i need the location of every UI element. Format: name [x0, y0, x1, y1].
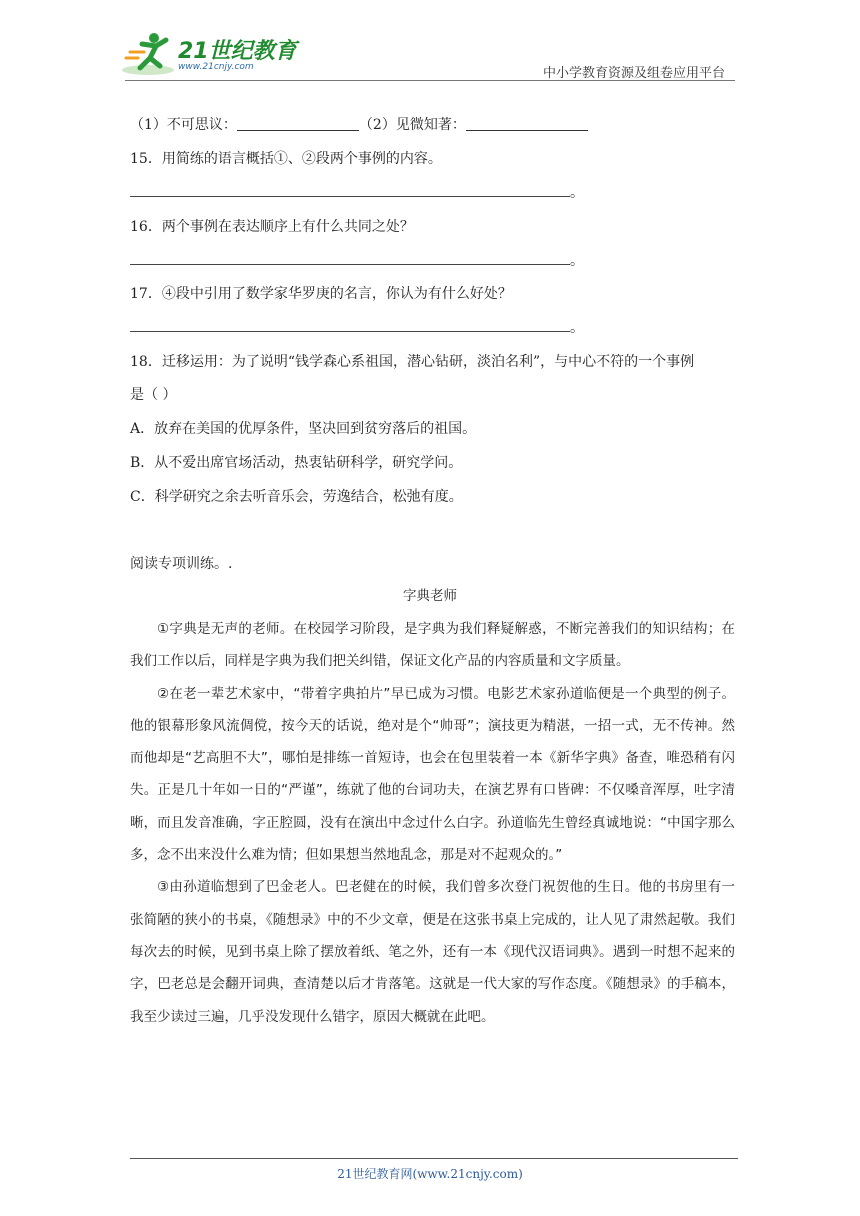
q17-period: 。 [570, 320, 584, 336]
logo-text: 21世纪教育 [178, 39, 297, 64]
footer-text[interactable]: 21世纪教育网(www.21cnjy.com) [337, 1167, 523, 1181]
question-17: 17．④段中引用了数学家华罗庚的名言，你认为有什么好处？ [130, 286, 512, 302]
option-c[interactable]: C．科学研究之余去听音乐会，劳逸结合，松弛有度。 [130, 489, 463, 505]
header-divider [125, 80, 735, 81]
paragraph-1: ①字典是无声的老师。在校园学习阶段，是字典为我们释疑解惑，不断完善我们的知识结构；在我们工作以后，同样是字典为我们把关纠错，保证文化产品的内容质量和文字质量。 [130, 621, 735, 670]
paragraph-2: ②在老一辈艺术家中，“带着字典拍片”早已成为习惯。电影艺术家孙道临便是一个典型的例子。他的银幕形象风流倜傥，按今天的话说，绝对是个“帅哥”；演技更为精湛，一招一式，无不传神。然而他却是“艺高胆不大”，哪怕是排练一首短诗，也会在包里装着一本《新华字典》备查，唯恐稍有闪失。正是几十年如一日的“严谨”，练就了他的台词功夫，在演艺界有口皆碑：不仅嗓音浑厚，吐字清晰，而且发音准确，字正腔圆，没有在演出中念过什么白字。孙道临先生曾经真诚地说：“中国字那么多，念不出来没什么难为情；但如果想当然地乱念，那是对不起观众的。” [130, 685, 735, 864]
logo [120, 30, 297, 78]
q14-part1-label: （1）不可思议： [130, 117, 237, 133]
logo-url: www.21cnjy.com [178, 62, 254, 72]
q14-blank-2[interactable] [466, 116, 588, 131]
question-15: 15．用简练的语言概括①、②段两个事例的内容。 [130, 151, 442, 167]
option-a[interactable]: A．放弃在美国的优厚条件，坚决回到贫穷落后的祖国。 [130, 421, 477, 437]
page-header [0, 0, 860, 90]
q15-answer-line[interactable] [130, 196, 570, 197]
header-platform-text: 中小学教育资源及组卷应用平台 [542, 66, 725, 81]
reading-intro: 阅读专项训练。. [130, 556, 233, 572]
passage-body [130, 613, 735, 1033]
footer-divider [130, 1158, 738, 1159]
q16-answer-line[interactable] [130, 264, 570, 265]
option-b[interactable]: B．从不爱出席官场活动，热衷钻研科学，研究学问。 [130, 455, 463, 471]
q14-blank-1[interactable] [237, 116, 359, 131]
question-16: 16．两个事例在表达顺序上有什么共同之处？ [130, 219, 414, 235]
q16-period: 。 [570, 253, 584, 269]
question-18-line-1: 18．迁移运用：为了说明“钱学森心系祖国，潜心钻研，淡泊名利”，与中心不符的一个事例 [130, 354, 695, 370]
q14-vocab-line [130, 114, 588, 134]
q15-period: 。 [570, 185, 584, 201]
q17-answer-line[interactable] [130, 331, 570, 332]
question-18-line-2: 是（ ） [130, 387, 177, 403]
q14-part2-label: （2）见微知著： [358, 117, 466, 133]
paragraph-3: ③由孙道临想到了巴金老人。巴老健在的时候，我们曾多次登门祝贺他的生日。他的书房里有一张简陋的狭小的书桌，《随想录》中的不少文章，便是在这张书桌上完成的，让人见了肃然起敬。我们每次去的时候，见到书桌上除了摆放着纸、笔之外，还有一本《现代汉语词典》。遇到一时想不起来的字，巴老总是会翻开词典，查清楚以后才肯落笔。这就是一代大家的写作态度。《随想录》的手稿本，我至少读过三遍，几乎没发现什么错字，原因大概就在此吧。 [130, 879, 735, 1025]
passage-title: 字典老师 [403, 588, 457, 604]
